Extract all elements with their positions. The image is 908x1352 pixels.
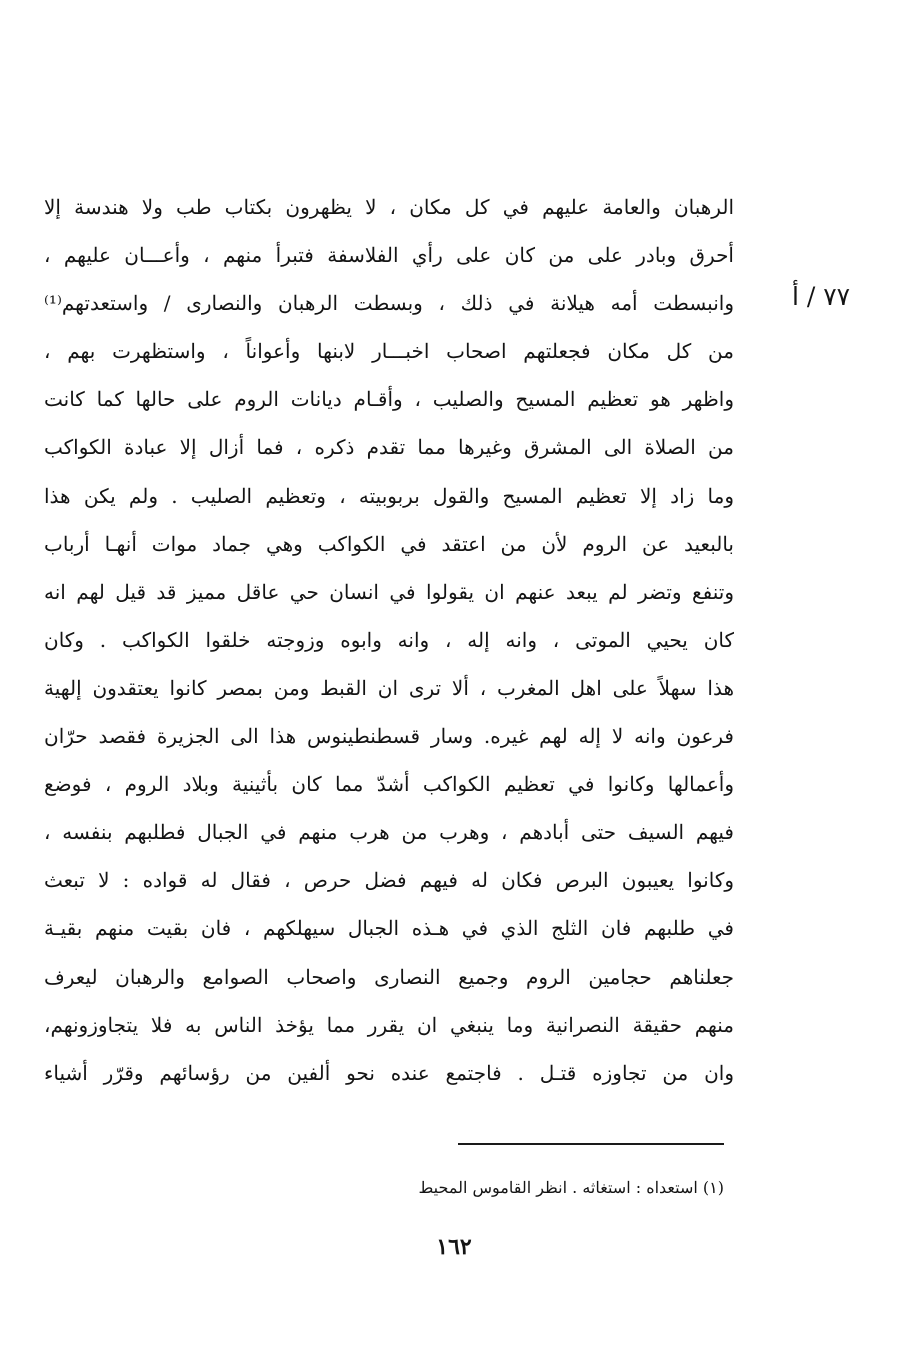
text-line: فيهم السيف حتى أبادهم ، وهرب من هرب منهم في الجبال فطلبهم بنفسه ، [44, 820, 734, 845]
text-line: وكانوا يعيبون البرص فكان له فيهم فضل حرص ، فقال له قواده : لا تبعث [44, 868, 734, 893]
text-line: بالبعيد عن الروم لأن من اعتقد في الكواكب وهي جماد موات أنهـا أرباب [44, 531, 734, 556]
text-line: من الصلاة الى المشرق وغيرها مما تقدم ذكره ، فما أزال إلا عبادة الكواكب [44, 435, 734, 460]
text-line: واظهر هو تعظيم المسيح والصليب ، وأقـام ديانات الروم على حالها كما كانت [44, 387, 734, 412]
text-line: وانبسطت أمه هيلانة في ذلك ، وبسطت الرهبان والنصارى / واستعدتهم⁽¹⁾ [44, 291, 734, 316]
text-line: الرهبان والعامة عليهم في كل مكان ، لا يظهرون بكتاب طب ولا هندسة إلا [44, 195, 734, 219]
page-number: ١٦٢ [436, 1234, 472, 1260]
footnote: (١) استعداه : استغاثه . انظر القاموس المحيط [418, 1178, 724, 1197]
folio-margin-note: ٧٧ / أ [791, 282, 851, 311]
text-line: وأعمالها وكانوا في تعظيم الكواكب أشدّ مما كان بأثينية وبلاد الروم ، فوضع [44, 772, 734, 797]
body-text [44, 183, 734, 1097]
text-line: هذا سهلاً على اهل المغرب ، ألا ترى ان القبط ومن بمصر كانوا يعتقدون إلهية [44, 675, 734, 700]
text-line: أحرق وبادر على من كان على رأي الفلاسفة فتبرأ منهم ، وأعـــان عليهم ، [44, 243, 734, 268]
text-line: منهم حقيقة النصرانية وما ينبغي ان يقرر مما يؤخذ الناس به فلا يتجاوزونهم، [44, 1012, 734, 1037]
text-line: كان يحيي الموتى ، وانه إله ، وانه وابوه وزوجته خلقوا الكواكب . وكان [44, 627, 734, 652]
text-line: وتنفع وتضر لم يبعد عنهم ان يقولوا في انسان حي عاقل مميز قد قيل لهم انه [44, 579, 734, 604]
text-line: في طلبهم فان الثلج الذي في هـذه الجبال سيهلكهم ، فان بقيت منهم بقيـة [44, 916, 734, 941]
text-line: وان من تجاوزه قتـل . فاجتمع عنده نحو ألفين من رؤسائهم وقرّر أشياء [44, 1060, 734, 1085]
text-line: جعلناهم حجامين الروم وجميع النصارى واصحاب الصوامع والرهبان ليعرف [44, 964, 734, 989]
text-line: فرعون وانه لا إله لهم غيره. وسار قسطنطينوس هذا الى الجزيرة فقصد حرّان [44, 724, 734, 749]
text-line: وما زاد إلا تعظيم المسيح والقول بربوبيته ، وتعظيم الصليب . ولم يكن هذا [44, 483, 734, 508]
footnote-divider [458, 1143, 724, 1145]
text-line: من كل مكان فجعلتهم اصحاب اخبـــار لابنها وأعواناً ، واستظهرت بهم ، [44, 339, 734, 364]
